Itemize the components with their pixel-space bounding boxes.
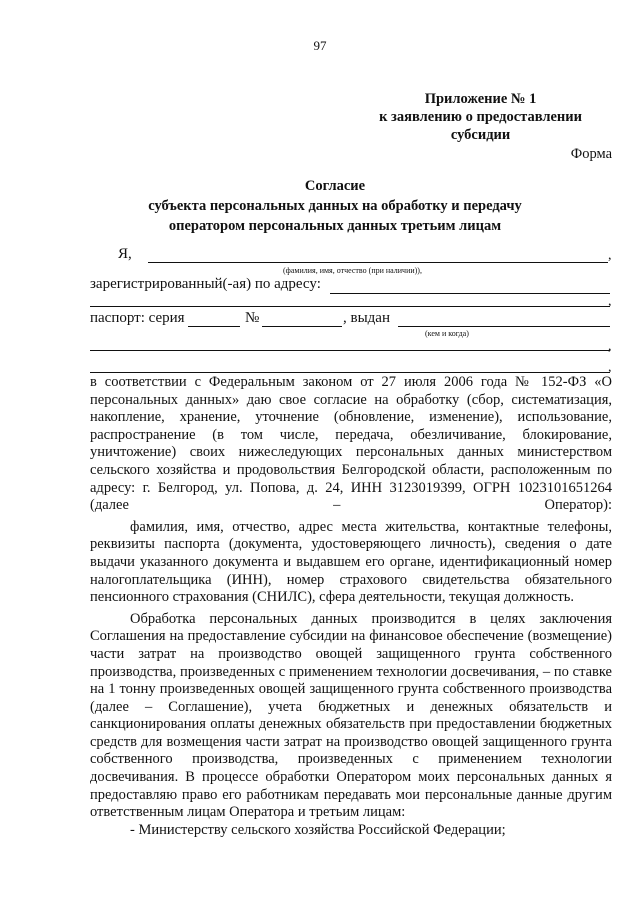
page-number: 97 (313, 38, 327, 53)
comma-mark: , (608, 248, 612, 263)
comma-mark: , (608, 339, 612, 354)
paragraph-data-list: фамилия, имя, отчество, адрес места жительства, контактные телефоны, реквизиты паспорта (документа, удостоверяющего личность), сведения о дате выдачи указанного документа и выдавшем его органе, идентификационный номер налогоплательщика (ИНН), номер страхового свидетельства обязательного пенсионного страхования (СНИЛС), сфера деятельности, текущая должность. (90, 518, 612, 606)
passport-number-label: № (245, 310, 260, 326)
title-line-3: оператором персональных данных третьим лицам (168, 218, 502, 234)
full-name-hint: (фамилия, имя, отчество (при наличии)), (283, 266, 422, 275)
consent-body (90, 374, 612, 839)
address-line-2[interactable] (90, 306, 610, 307)
title-line-1: Согласие (304, 178, 366, 194)
appendix-line-3: субсидии (450, 127, 511, 143)
passport-series-field[interactable] (188, 326, 240, 327)
passport-series-label: паспорт: серия (90, 310, 185, 326)
appendix-block (379, 90, 582, 144)
issued-label: , выдан (343, 310, 390, 326)
issued-by-line-3[interactable] (90, 372, 610, 373)
document-title (100, 176, 570, 236)
comma-mark: , (608, 360, 612, 375)
issued-hint: (кем и когда) (425, 329, 469, 338)
paragraph-consent: в соответствии с Федеральным законом от 27 июля 2006 года № 152-ФЗ «О персональных данных» даю свое согласие на обработку (сбор, систематизация, накопление, хранение, уточнение (обновление, изменение), использование, распространение (в том числе, передача, обезличивание, блокирование, уничтожение) своих нижеследующих персональных данных министерством сельского хозяйства и продовольствия Белгородской области, расположенным по адресу: г. Белгород, ул. Попова, д. 24, ИНН 3123019399, ОГРН 1023101651264 (далее – Оператор): (90, 374, 612, 514)
ya-label: Я, (118, 246, 132, 262)
form-label: Форма (570, 146, 612, 162)
passport-number-field[interactable] (262, 326, 342, 327)
address-line-1[interactable] (330, 293, 610, 294)
appendix-line-1: Приложение № 1 (424, 91, 537, 107)
paragraph-purpose: Обработка персональных данных производится в целях заключения Соглашения на предоставление субсидии на финансовое обеспечение (возмещение) части затрат на производство овощей защищенного грунта собственного производства, произведенных с применением технологии досвечивания, – по ставке на 1 тонну произведенных овощей защищенного грунта собственного производства (далее – Соглашение), учета бюджетных и денежных обязательств и санкционирования оплаты денежных обязательств при предоставлении бюджетных средств для возмещения части затрат на производство овощей защищенного грунта собственного производства, произведенных с применением технологии досвечивания. В процессе обработки Оператором моих персональных данных я предоставляю право его работникам передавать мои персональные данные другим ответственным лицам Оператора и третьим лицам: (90, 610, 612, 821)
issued-by-field[interactable] (398, 326, 610, 327)
title-line-2: субъекта персональных данных на обработку и передачу (148, 198, 522, 214)
registered-label: зарегистрированный(-ая) по адресу: (90, 276, 321, 292)
paragraph-recipient: - Министерству сельского хозяйства Российской Федерации; (130, 821, 506, 838)
full-name-line[interactable] (148, 262, 608, 263)
issued-by-line-2[interactable] (90, 350, 610, 351)
comma-mark: , (608, 294, 612, 309)
appendix-line-2: к заявлению о предоставлении (379, 109, 582, 125)
